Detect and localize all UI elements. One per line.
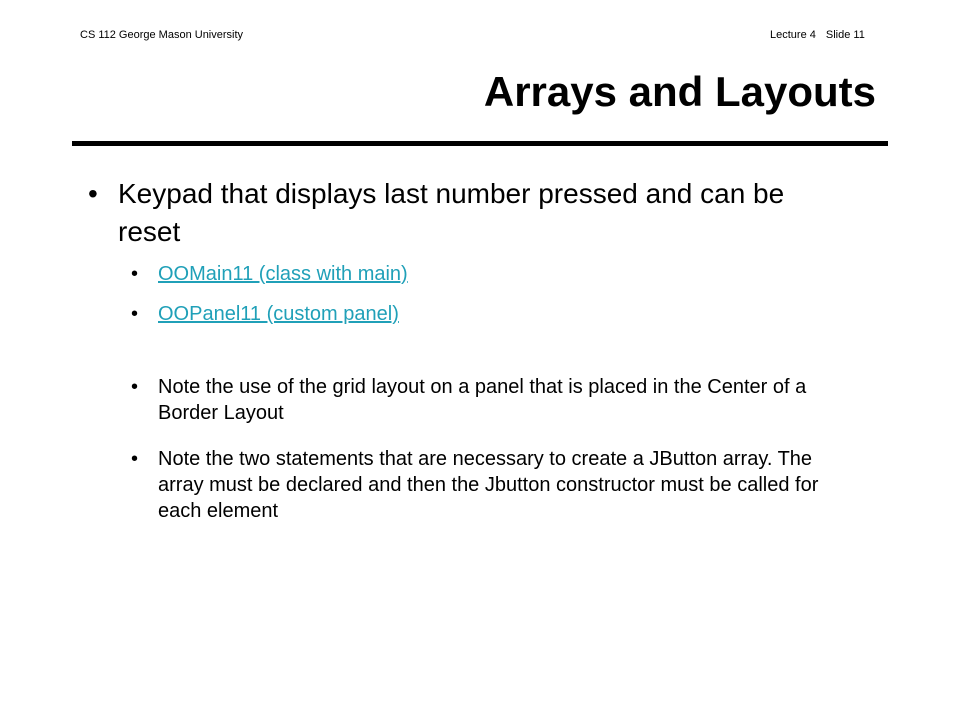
lecture-label: Lecture 4 <box>770 29 816 41</box>
bullet-marker: • <box>131 263 139 285</box>
link-bullet-oopanel11 <box>131 301 851 327</box>
bullet-marker: • <box>88 178 98 209</box>
title-divider <box>72 141 888 146</box>
note-grid-layout-text: Note the use of the grid layout on a panel that is placed in the Center of a Border Layout <box>158 376 807 424</box>
oomain11-link[interactable]: OOMain11 (class with main) <box>158 263 408 285</box>
bullet-marker: • <box>131 448 139 470</box>
bullet-marker: • <box>131 376 139 398</box>
course-label: CS 112 George Mason University <box>80 29 244 41</box>
link-bullet-oomain11 <box>131 261 851 287</box>
note-bullet-grid-layout <box>131 374 851 426</box>
note-jbutton-array-text: Note the two statements that are necessary to create a JButton array. The array must be declared and then the Jbutton constructor must be called for each element <box>158 448 819 522</box>
main-bullet <box>88 175 848 251</box>
slide-number: Slide 11 <box>825 29 865 41</box>
note-bullet-jbutton-array <box>131 446 851 524</box>
bullet-marker: • <box>131 303 139 325</box>
main-bullet-text: Keypad that displays last number pressed and can be reset <box>118 178 785 247</box>
oopanel11-link[interactable]: OOPanel11 (custom panel) <box>158 303 399 325</box>
slide-info <box>770 29 865 41</box>
slide-title: Arrays and Layouts <box>483 68 876 115</box>
